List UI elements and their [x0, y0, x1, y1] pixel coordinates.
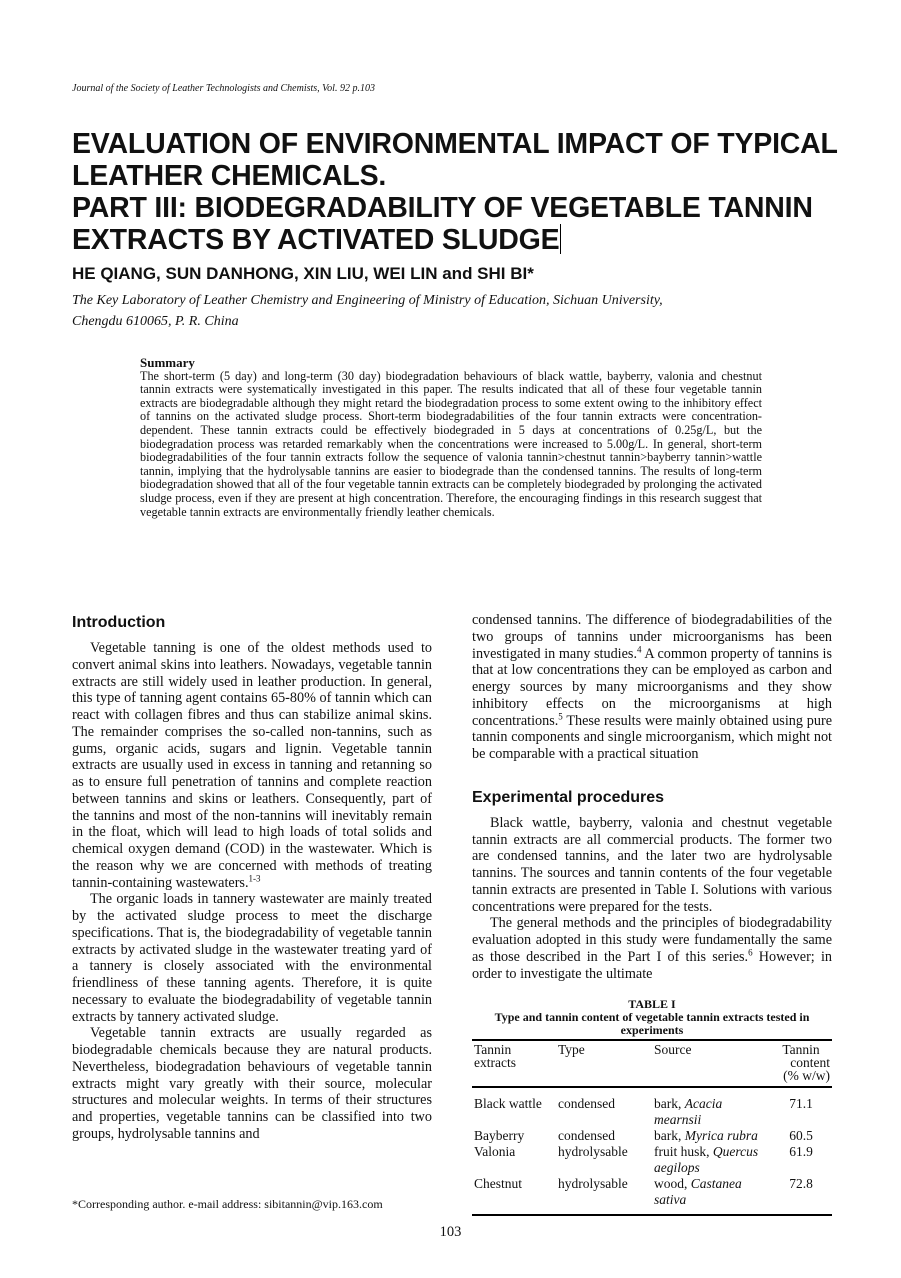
- title-line: EVALUATION OF ENVIRONMENTAL IMPACT OF TYPICAL: [72, 128, 838, 160]
- header-text: Tannin: [782, 1042, 820, 1058]
- paragraph: Black wattle, bayberry, valonia and chestnut vegetable tannin extracts are all commercial products. The former two are condensed tannins, and the later two are hydrolysable tannins. The sources and tannin contents of the four vegetable tannin extracts are presented in Table I. Solutions with various concentrations were prepared for the tests.: [472, 814, 832, 915]
- cell-extract: Bayberry: [474, 1128, 525, 1144]
- affiliation: [72, 290, 772, 332]
- reference: 6: [748, 947, 753, 958]
- source-text: wood,: [654, 1176, 691, 1192]
- table-1: [472, 998, 832, 1216]
- source-text: bark,: [654, 1096, 685, 1112]
- reference: 1-3: [248, 872, 261, 883]
- right-column: [472, 612, 832, 1216]
- column-header: [770, 1040, 832, 1087]
- species-name: Quercus aegilops: [654, 1144, 759, 1176]
- table-row: [472, 1087, 832, 1128]
- introduction-heading: Introduction: [72, 614, 166, 631]
- title-line: PART III: BIODEGRADABILITY OF VEGETABLE TANNIN: [72, 192, 813, 224]
- tannin-table: [472, 1039, 832, 1216]
- table-row: [472, 1144, 832, 1176]
- paragraph: [472, 915, 832, 982]
- journal-header: Journal of the Society of Leather Technologists and Chemists, Vol. 92 p.103: [72, 83, 375, 94]
- header-text: (% w/w): [783, 1068, 830, 1084]
- cell-source: [652, 1087, 770, 1128]
- cell-content: 71.1: [789, 1096, 813, 1112]
- cell-type: hydrolysable: [558, 1144, 628, 1160]
- cell-extract: Black wattle: [474, 1096, 542, 1112]
- paragraph: Vegetable tannin extracts are usually regarded as biodegradable chemicals because they are natural products. Nevertheless, biodegradation behaviours of vegetable tannin extracts might vary greatly with their source, molecular structures and molecular weights. In terms of their structures and properties, vegetable tannins can be classified into two groups, hydrolysable tannins and: [72, 1025, 432, 1142]
- cell-extract: Chestnut: [474, 1176, 523, 1192]
- summary-section: [140, 356, 762, 519]
- title-line-text: EXTRACTS BY ACTIVATED SLUDGE: [72, 224, 560, 256]
- source-text: fruit husk,: [654, 1144, 713, 1160]
- paragraph: [72, 640, 432, 891]
- table-row: [472, 1176, 832, 1215]
- title-line: LEATHER CHEMICALS.: [72, 160, 387, 192]
- species-name: Acacia mearnsii: [654, 1096, 723, 1128]
- reference: 4: [637, 643, 642, 654]
- column-header: [652, 1040, 770, 1087]
- column-header: [556, 1040, 652, 1087]
- title-line: [72, 224, 862, 256]
- table-header-row: [472, 1040, 832, 1087]
- paper-title: [72, 128, 862, 256]
- column-header: [472, 1040, 556, 1087]
- summary-heading: Summary: [140, 355, 195, 370]
- paragraph-text: These results were mainly obtained using pure tannin components and single microorganism, which might not be comparable with a practical situation: [472, 712, 832, 762]
- paragraph-text: However; in order to investigate the ultimate: [472, 948, 832, 982]
- cell-source: [652, 1144, 770, 1176]
- cell-source: [652, 1176, 770, 1215]
- header-text: content: [790, 1055, 830, 1071]
- header-text: Type: [558, 1042, 585, 1058]
- cell-type: condensed: [558, 1128, 615, 1144]
- affiliation-line: The Key Laboratory of Leather Chemistry and Engineering of Ministry of Education, Sichuan University,: [72, 293, 663, 308]
- cell-type: hydrolysable: [558, 1176, 628, 1192]
- cell-content: 60.5: [789, 1128, 813, 1144]
- source-text: bark,: [654, 1128, 685, 1144]
- authors: HE QIANG, SUN DANHONG, XIN LIU, WEI LIN and SHI BI*: [72, 264, 534, 283]
- paragraph-text: A common property of tannins is that at low concentrations they can be employed as carbon and energy sources by many microorganisms and they show inhibitory effects on the microorganisms at high concentrations.: [472, 645, 832, 729]
- paragraph: [472, 612, 832, 763]
- left-column: [72, 612, 432, 1143]
- header-text: extracts: [474, 1055, 516, 1071]
- experimental-heading: Experimental procedures: [472, 788, 665, 806]
- cell-content: 61.9: [789, 1144, 813, 1160]
- summary-text: The short-term (5 day) and long-term (30 day) biodegradation behaviours of black wattle, bayberry, valonia and chestnut tannin extracts were systematically investigated in this paper. The results indicated that all of these four vegetable tannin extracts are biodegradable although they might retard the biodegradation process to some extent owing to the inhibitory effect of tannins on the activated sludge process. Short-term biodegradabilities of the four tannin extracts were concentration-dependent. These tannin extracts could be effectively biodegraded in 5 days at concentrations of 0.25g/L, but the biodegradation process was retarded remarkably when the concentrations were increased to 5.00g/L. In general, short-term biodegradabilities of the four tannin extracts follow the sequence of valonia tannin>chestnut tannin>bayberry tannin>wattle tannin, implying that the hydrolysable tannins are easier to biodegrade than the condensed tannins. The results of long-term biodegradation showed that all of the four vegetable tannin extracts can be completely biodegraded by prolonging the activated sludge process, even if they are present at high concentration. Therefore, the encouraging findings in this research suggest that vegetable tannin extracts are environmentally friendly leather chemicals.: [140, 368, 762, 519]
- affiliation-line: Chengdu 610065, P. R. China: [72, 314, 239, 329]
- page-number: 103: [439, 1224, 462, 1240]
- paragraph-text: condensed tannins. The difference of biodegradabilities of the two groups of tannins under microorganisms has been investigated in many studies.: [472, 612, 832, 662]
- cell-content: 72.8: [789, 1176, 813, 1192]
- footnote: *Corresponding author. e-mail address: sibitannin@vip.163.com: [72, 1197, 383, 1211]
- header-text: Source: [654, 1042, 692, 1058]
- paragraph-text: Vegetable tanning is one of the oldest methods used to convert animal skins into leathers. Nowadays, vegetable tannin extracts are still widely used in leather production. In general, this type of tanning agent contains 65-80% of tannin which can react with collagen fibres and thus can stabilize animal skins. The remainder comprises the so-called non-tannins, such as gums, organic acids, sugars and lignin. Vegetable tannin extracts are usually used in excess in tanning and retanning so as to ensure full penetration of tannins and complete reaction between tannins and skins or leathers. Consequently, part of the tannins and most of the non-tannins will inevitably remain in the float, which will lead to high loads of total solids and chemical oxygen demand (COD) in the wastewater. Which is the reason why we are concerned with methods of treating tannin-containing wastewaters.: [72, 640, 432, 891]
- table-row: [472, 1128, 832, 1144]
- paragraph-text: The general methods and the principles of biodegradability evaluation adopted in this study were fundamentally the same as those described in the Part I of this series.: [472, 915, 832, 965]
- paragraph: The organic loads in tannery wastewater are mainly treated by the activated sludge process to meet the discharge specifications. That is, the biodegradability of vegetable tannin extracts by activated sludge in the wastewater treating yard of a tannery is closely associated with the environmental friendliness of these tanning agents. Therefore, it is quite necessary to evaluate the biodegradability of vegetable tannin extracts by tannery activated sludge.: [72, 891, 432, 1025]
- species-name: Myrica rubra: [684, 1128, 758, 1144]
- species-name: Castanea sativa: [654, 1176, 742, 1208]
- text-cursor: [560, 224, 561, 254]
- cell-source: [652, 1128, 770, 1144]
- table-label: TABLE I: [628, 997, 676, 1012]
- cell-type: condensed: [558, 1096, 615, 1112]
- header-text: Tannin: [474, 1042, 512, 1058]
- reference: 5: [558, 710, 563, 721]
- cell-extract: Valonia: [474, 1144, 516, 1160]
- table-caption: Type and tannin content of vegetable tannin extracts tested in experiments: [494, 1010, 810, 1038]
